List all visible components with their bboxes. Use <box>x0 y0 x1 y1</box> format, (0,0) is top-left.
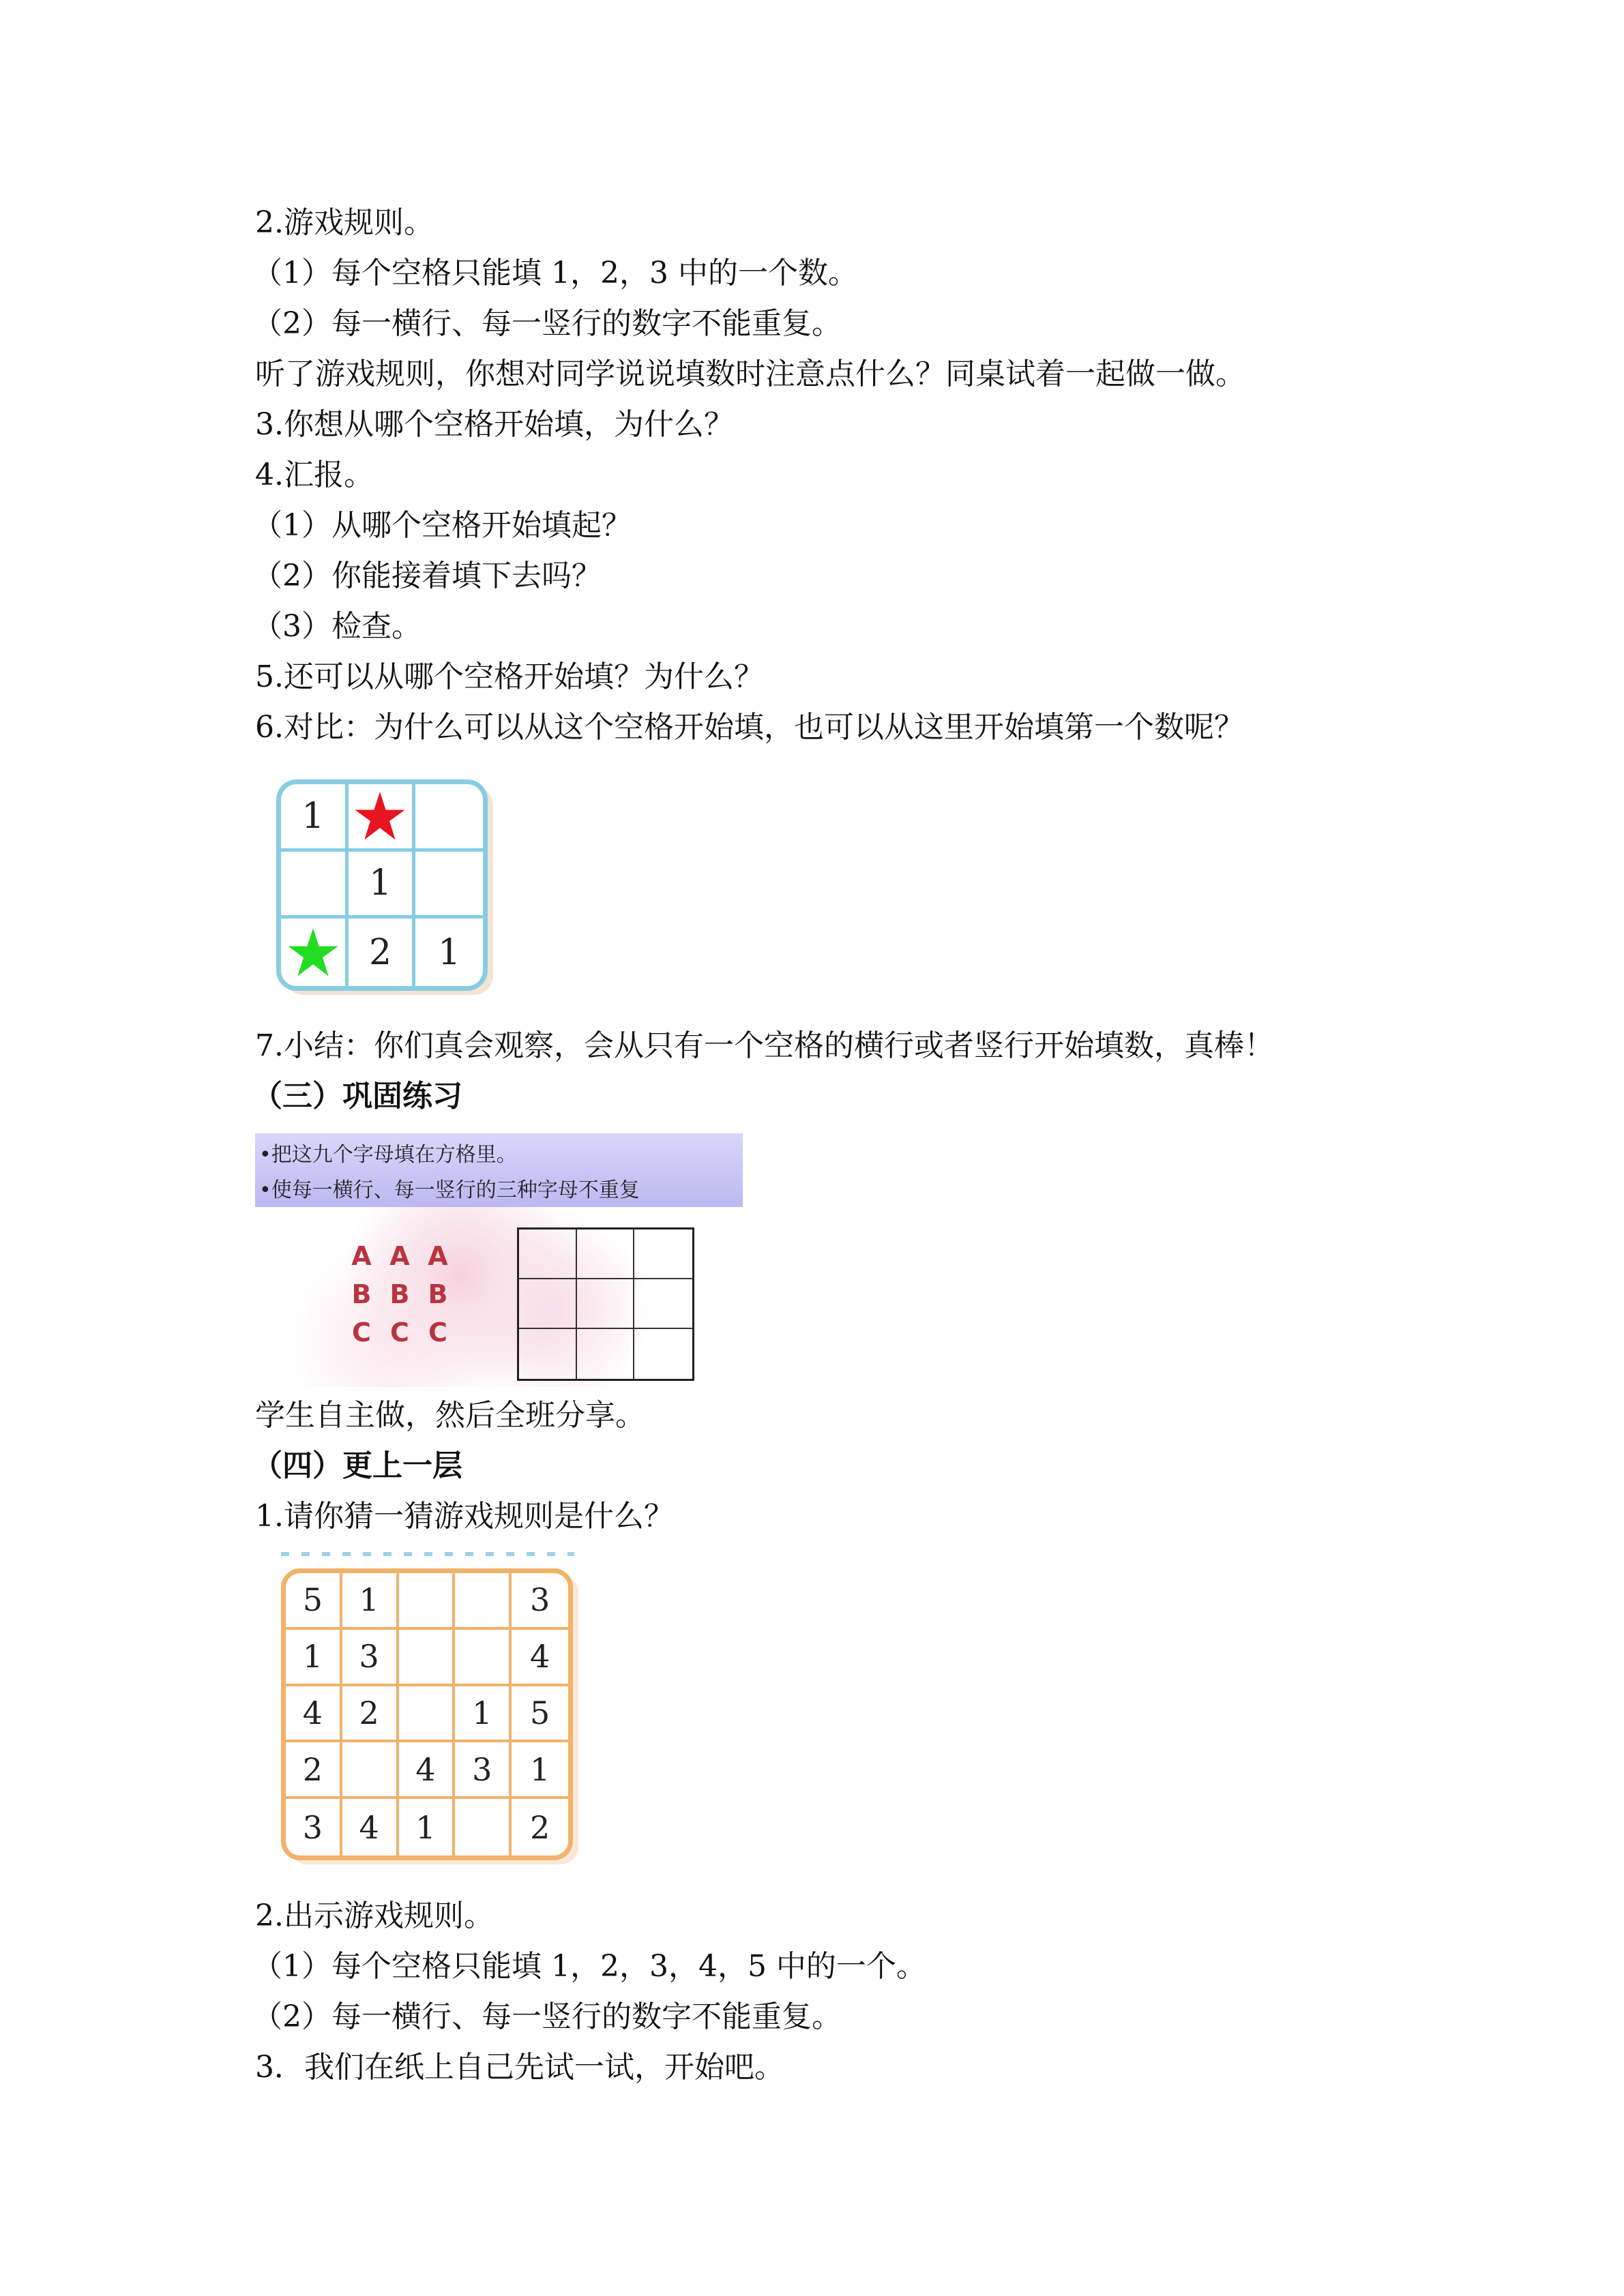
decorative-dashes <box>281 1552 574 1556</box>
letter: A <box>389 1241 410 1271</box>
grid-cell <box>519 1329 577 1379</box>
letter: B <box>351 1279 372 1309</box>
text-line: 学生自主做，然后全班分享。 <box>255 1398 645 1433</box>
green-star-icon <box>286 926 340 979</box>
grid-cell: 2 <box>529 1808 550 1846</box>
text-line: （1）每个空格只能填 1，2，3，4，5 中的一个。 <box>252 1949 926 1984</box>
grid-cell: 4 <box>399 1742 456 1799</box>
grid-cell <box>634 1329 692 1379</box>
grid-cell <box>519 1279 577 1329</box>
letter: B <box>389 1279 410 1309</box>
grid-cell: 1 <box>342 1573 399 1630</box>
grid-cell: 1 <box>512 1742 568 1799</box>
grid-cell <box>349 784 416 852</box>
grid-5x5-figure <box>281 1568 573 1860</box>
letter: C <box>352 1317 371 1347</box>
grid-cell: 5 <box>286 1573 342 1630</box>
grid-cell: 2 <box>349 919 416 986</box>
section-heading: （三）巩固练习 <box>252 1079 462 1114</box>
grid-cell <box>577 1229 635 1279</box>
grid-cell: 3 <box>512 1573 568 1630</box>
text-line: 2.出示游戏规则。 <box>255 1898 494 1933</box>
text-line: （3）检查。 <box>252 609 422 644</box>
grid-cell: 2 <box>342 1686 399 1743</box>
red-star-icon <box>353 790 407 843</box>
grid-cell <box>399 1573 456 1630</box>
puzzle-body <box>255 1207 743 1387</box>
puzzle-instructions <box>255 1133 743 1207</box>
grid-cell <box>577 1329 635 1379</box>
grid-cell <box>399 1630 456 1686</box>
letter: A <box>351 1241 372 1271</box>
grid-cell <box>455 1799 512 1855</box>
grid-cell <box>634 1279 692 1329</box>
grid-cell: 4 <box>342 1799 399 1855</box>
grid-3x3-figure <box>276 779 488 991</box>
empty-grid <box>517 1227 694 1381</box>
grid-cell <box>577 1279 635 1329</box>
text-line: （2）每一横行、每一竖行的数字不能重复。 <box>252 1999 842 2034</box>
grid-cell: 1 <box>281 784 349 852</box>
instruction-line: •使每一横行、每一竖行的三种字母不重复 <box>259 1178 640 1202</box>
grid-cell <box>415 852 483 919</box>
letter: C <box>428 1317 447 1347</box>
grid-cell: 1 <box>286 1630 342 1686</box>
text-line: 6.对比：为什么可以从这个空格开始填，也可以从这里开始填第一个数呢？ <box>255 710 1244 745</box>
text-line: 4.汇报。 <box>255 458 374 492</box>
grid-cell: 1 <box>349 852 416 919</box>
grid-cell: 4 <box>512 1630 568 1686</box>
letter-set <box>342 1237 457 1352</box>
text-line: （1）从哪个空格开始填起？ <box>252 508 632 543</box>
grid-cell: 5 <box>512 1686 568 1743</box>
grid-cell: 1 <box>455 1686 512 1743</box>
letter: B <box>428 1279 448 1309</box>
text-line: 2.游戏规则。 <box>255 205 434 240</box>
grid-cell <box>281 919 349 986</box>
text-line: 听了游戏规则，你想对同学说说填数时注意点什么？同桌试着一起做一做。 <box>255 357 1245 391</box>
grid-cell: 1 <box>438 931 461 973</box>
letter-puzzle-figure <box>255 1133 743 1387</box>
grid-cell <box>415 784 483 852</box>
text-line: 5.还可以从哪个空格开始填？为什么？ <box>255 659 764 694</box>
text-line: （2）你能接着填下去吗？ <box>252 558 602 593</box>
grid-cell: 4 <box>286 1686 342 1743</box>
grid-cell <box>519 1229 577 1279</box>
text-line: （1）每个空格只能填 1，2，3 中的一个数。 <box>252 256 858 290</box>
text-line: 3.你想从哪个空格开始填，为什么？ <box>255 407 734 442</box>
grid-cell: 1 <box>399 1799 456 1855</box>
text-line: 7.小结：你们真会观察，会从只有一个空格的横行或者竖行开始填数，真棒！ <box>255 1028 1274 1063</box>
grid-cell: 2 <box>286 1742 342 1799</box>
grid-cell <box>634 1229 692 1279</box>
grid-cell <box>455 1630 512 1686</box>
grid-cell <box>342 1742 399 1799</box>
grid-cell: 3 <box>342 1630 399 1686</box>
text-line: 3．我们在纸上自己先试一试，开始吧。 <box>255 2050 784 2085</box>
text-line: 1.请你猜一猜游戏规则是什么？ <box>255 1499 674 1534</box>
grid-cell <box>455 1573 512 1630</box>
grid-cell: 3 <box>455 1742 512 1799</box>
letter: C <box>390 1317 409 1347</box>
letter: A <box>428 1241 448 1271</box>
grid-cell <box>399 1686 456 1743</box>
text-line: （2）每一横行、每一竖行的数字不能重复。 <box>252 306 842 341</box>
instruction-line: •把这九个字母填在方格里。 <box>259 1143 517 1167</box>
section-heading: （四）更上一层 <box>252 1448 462 1483</box>
grid-cell <box>281 852 349 919</box>
grid-cell: 3 <box>286 1799 342 1855</box>
